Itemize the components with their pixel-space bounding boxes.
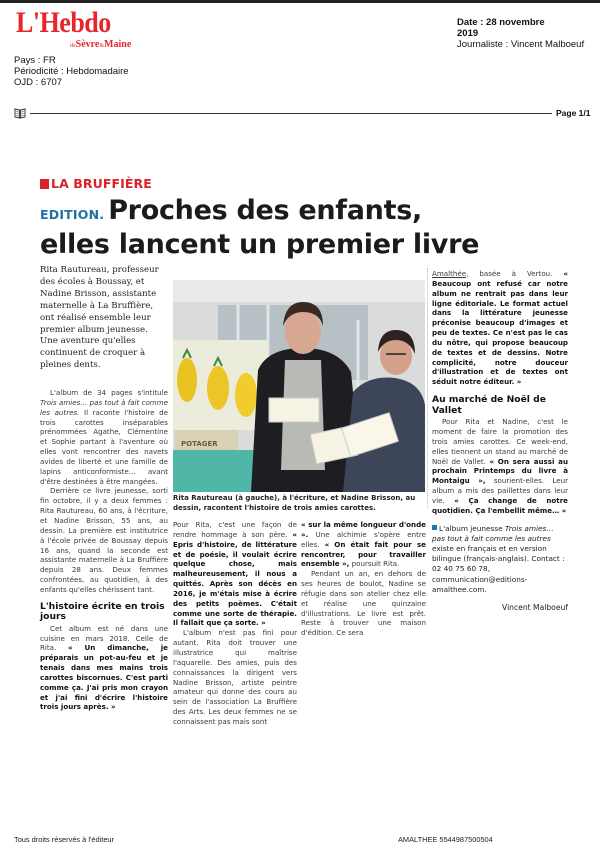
- paragraph: [432, 269, 568, 387]
- paragraph: [40, 388, 168, 486]
- column-4: [432, 269, 568, 613]
- text: , basée à Vertou.: [466, 269, 564, 278]
- footer-rights: Tous droits réservés à l'éditeur: [14, 835, 114, 844]
- page-divider: [14, 108, 598, 120]
- text: Pour Rita, c'est une façon de rendre hommage à son père.: [173, 520, 297, 539]
- top-border: [0, 0, 600, 3]
- text: Pour Rita et Nadine, c'est le moment de faire la promotion des trois amies carottes. Ce week-end, elles tiennent un stand au marché de Noël de Vallet.: [432, 417, 568, 466]
- column-2: [173, 520, 297, 727]
- quote: « Beaucoup ont refusé car notre album ne rentrait pas dans leur ligne éditoriale. Le format actuel dans la littérature jeunesse préconise beaucoup d'images et peu de textes. Ce n'est pas le cas du nôtre, qui propose beaucoup de textes et de dessins. Notre complicité, notre douceur d'illustration et de textes ont séduit notre éditeur. »: [432, 269, 568, 387]
- paragraph: [301, 520, 426, 569]
- headline-line2: elles lancent un premier livre: [40, 229, 480, 260]
- logo-title: L'Hebdo: [16, 6, 111, 39]
- info-box: [432, 524, 568, 595]
- logo-subtitle: [70, 39, 131, 50]
- carrot-plush: [235, 373, 257, 417]
- divider-line: [30, 113, 552, 114]
- column-1: [40, 388, 168, 712]
- paragraph: Derrière ce livre jeunesse, sorti fin octobre, il y a deux femmes : Rita Rautureau, 60 ans, à l'écriture, et Nadine Brisson, 55 ans, au dessin. La première est institutrice à l'école privée de Boussay depuis 16 ans, quand la seconde est assistante maternelle à La Bruffière depuis 28 ans. Deux femmes confrontées, au quotidien, à des enfants qu'elles chérissent tant.: [40, 486, 168, 594]
- section-text: LA BRUFFIÈRE: [51, 176, 152, 191]
- open-book-icon: [14, 108, 26, 119]
- quote: « On sera aussi au prochain Printemps du livre à Montaigu »,: [432, 456, 568, 486]
- photo-caption: Rita Rautureau (à gauche), à l'écriture, et Nadine Brisson, au dessin, racontent l'histoire de trois amies carottes.: [173, 494, 416, 512]
- book-title: Trois amies… pas tout à fait comme les autres.: [40, 397, 168, 417]
- carrot-plush: [207, 366, 229, 410]
- date-journalist-meta: [457, 17, 597, 50]
- byline: Vincent Malboeuf: [502, 602, 568, 612]
- publication-meta: [14, 55, 129, 88]
- text: L'album de 34 pages s'intitule: [50, 388, 168, 397]
- book-title: Trois amies… pas tout à fait comme les autres: [432, 523, 554, 543]
- text: L'album n'est pas fini pour autant. Rita doit trouver une illustratrice qui maîtrise l'aquarelle. Des amies, puis des connaissances la dirigent vers Nadine Brisson, artiste peintre amateur qui donne des cours au sein de l'association La Bruffière des Arts. Les deux femmes ne se connaissent pas mais sont: [173, 628, 297, 726]
- text: existe en français et en version bilingue (français-anglais). Contact : 02 40 75 60 78, communication@editions-amalthee.com.: [432, 543, 565, 594]
- photo-table: [173, 450, 263, 492]
- article-photo: [173, 280, 425, 492]
- potager-box-label: POTAGER: [181, 440, 218, 448]
- quote: « sur la même longueur d'onde ».: [301, 520, 426, 539]
- column-rule: [427, 268, 428, 508]
- text: sourient-elles. Leur album a mis des paillettes dans leur vie.: [432, 476, 569, 505]
- meta-journalist: Journaliste : Vincent Malboeuf: [457, 39, 585, 50]
- quote: « On était fait pour se rencontrer, pour travailler ensemble »,: [301, 539, 426, 569]
- meta-periodicity: Périodicité : Hebdomadaire: [14, 66, 129, 77]
- paragraph: [173, 520, 297, 628]
- book-held-left: [269, 398, 319, 422]
- text: Cet album est né dans une cuisine en mars 2018. Celle de Rita.: [40, 623, 168, 653]
- photo-ceiling: [173, 280, 425, 302]
- logo-sub-sevre: Sèvre: [75, 39, 100, 50]
- article-lede: Rita Rautureau, professeur des écoles à Boussay, et Nadine Brisson, assistante maternelle à La Bruffière, ont réalisé ensemble leur premier album jeunesse. Une aventure qu'elles continuent de croquer à pleines dents.: [40, 265, 159, 371]
- headline: [40, 196, 580, 260]
- text: poursuit Rita.: [349, 559, 400, 569]
- publisher-name: Amalthée: [432, 269, 467, 278]
- subheading-marche-noel: Au marché de Noël de Vallet: [432, 394, 546, 416]
- text: Il raconte l'histoire de trois carottes inséparables prénommées Agathe, Clémentine et Sophie partant à l'aventure où elles vont rencontrer des navets avides de liberté et une famille de lapins anticonformiste… avant d'être destinées à être mangées.: [40, 407, 168, 486]
- meta-country: Pays : FR: [14, 55, 56, 66]
- section-label: [40, 176, 152, 191]
- section-square-icon: [40, 179, 49, 189]
- paragraph: Pendant un an, en dehors de ses heures de boulot, Nadine se réfugie dans son atelier chez elle et réalise une quinzaine d'illustrations. Le livre est prêt. Reste à trouver une maison d'édition. Ce sera: [301, 569, 426, 638]
- paragraph: [432, 417, 568, 515]
- meta-date: Date : 28 novembre: [457, 17, 545, 28]
- article: [30, 168, 580, 816]
- woman-left-face: [285, 310, 321, 354]
- paragraph: [40, 624, 168, 713]
- subheading-histoire: L'histoire écrite en trois jours: [40, 600, 165, 623]
- paragraph: [173, 628, 297, 726]
- photo-illustration: [173, 280, 425, 492]
- quote: « Ça change de notre quotidien. Ça l'embellit même… »: [432, 495, 568, 515]
- publication-logo: [14, 6, 154, 56]
- logo-sub-joiner: &: [99, 43, 105, 49]
- page-number: Page 1/1: [556, 108, 591, 118]
- quote: « Epris d'histoire, de littérature et de poésie, il voulait écrire quelque chose, mais malheureusement, il nous a quittés. Après son décès en 2016, je m'étais mise à écrire des petits poèmes. C'était comme une sorte de thérapie. Il fallait que ça sorte. »: [173, 529, 297, 628]
- headline-line1: Proches des enfants,: [108, 195, 422, 226]
- meta-year: 2019: [457, 28, 479, 39]
- meta-ojd: OJD : 6707: [14, 77, 63, 88]
- quote: « Un dimanche, je préparais un pot-au-feu et je tenais dans mes mains trois carottes biscornues. C'est parti comme ça. J'ai pris mon crayon et j'ai fini d'écrire l'histoire trois jours après. »: [40, 643, 168, 712]
- text: Une alchimie s'opère entre elles.: [301, 529, 426, 549]
- logo-sub-maine: Maine: [104, 39, 132, 50]
- logo-sub-prefix: de: [70, 43, 76, 49]
- column-3: [301, 520, 426, 638]
- info-square-icon: [432, 525, 437, 530]
- text: L'album jeunesse: [439, 523, 505, 533]
- carrot-plush: [177, 358, 197, 402]
- footer-reference: AMALTHEE 5544987500504: [398, 835, 493, 844]
- headline-kicker: EDITION.: [40, 207, 105, 222]
